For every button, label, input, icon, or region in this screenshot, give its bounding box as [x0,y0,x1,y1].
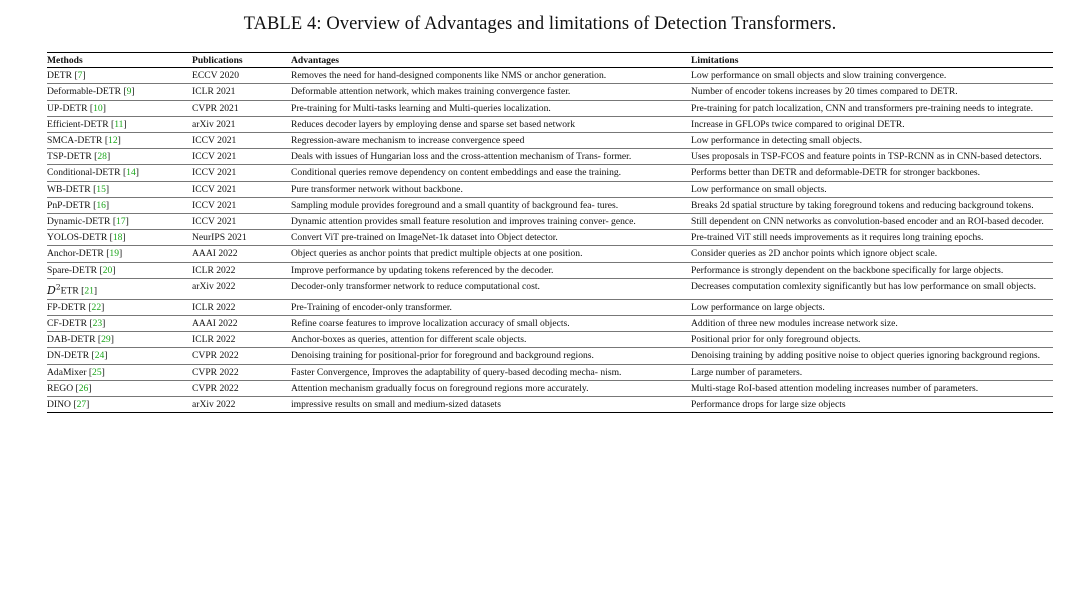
citation-link[interactable]: 27 [76,398,87,410]
citation-link[interactable]: 16 [96,199,106,211]
method-cell: WB-DETR [15] [47,183,110,195]
citation-link[interactable]: 19 [109,248,120,260]
table-row [47,380,1053,396]
citation-link[interactable]: 11 [114,118,124,130]
table-row [47,262,1053,278]
publication-cell: ICCV 2021 [192,167,237,179]
method-name: CF-DETR [47,317,87,329]
publication-cell: CVPR 2022 [192,350,239,362]
method-name: Anchor-DETR [47,248,104,260]
limitations-cell: Uses proposals in TSP-FCOS and feature points in TSP-RCNN as in CNN-based detectors. [691,151,1042,163]
limitations-cell: Low performance in detecting small objects. [691,135,863,147]
advantages-cell: Denoising training for positional-prior for foreground and background regions. [291,350,594,362]
citation-link[interactable]: 28 [97,151,107,163]
table-row [47,133,1053,149]
advantages-cell: Sampling module provides foreground and a small quantity of background fea- tures. [291,199,619,211]
citation-link[interactable]: 9 [126,86,132,98]
table-row [47,396,1053,412]
citation-link[interactable]: 23 [92,317,103,329]
method-name: Efficient-DETR [47,118,109,130]
publication-cell: CVPR 2022 [192,382,239,394]
table-header-row [47,53,1053,68]
publication-cell: ICLR 2022 [192,301,236,313]
method-name: YOLOS-DETR [47,232,108,244]
citation-link[interactable]: 20 [102,264,113,276]
advantages-cell: Regression-aware mechanism to increase convergence speed [291,135,525,147]
method-name: WB-DETR [47,183,91,195]
header-publications: Publications [192,55,243,66]
method-cell: Anchor-DETR [19] [47,248,123,260]
publication-cell: AAAI 2022 [192,248,238,260]
limitations-cell: Large number of parameters. [691,366,803,378]
publication-cell: ICCV 2021 [192,216,237,228]
method-name: UP-DETR [47,102,88,114]
method-cell: Conditional-DETR [14] [47,167,139,179]
limitations-cell: Performs better than DETR and deformable-DETR for stronger backbones. [691,167,981,179]
citation-link[interactable]: 7 [77,70,83,82]
table-row [47,100,1053,116]
advantages-cell: Improve performance by updating tokens referenced by the decoder. [291,264,554,276]
publication-cell: ICLR 2022 [192,334,236,346]
method-cell: FP-DETR [22] [47,301,105,313]
table-row [47,181,1053,197]
limitations-cell: Breaks 2d spatial structure by taking foreground tokens and reducing background tokens. [691,199,1034,211]
table-row [47,116,1053,132]
advantages-cell: impressive results on small and medium-sized datasets [291,398,501,410]
advantages-cell: Object queries as anchor points that predict multiple objects at one position. [291,248,583,260]
citation-link[interactable]: 14 [126,167,136,179]
limitations-cell: Consider queries as 2D anchor points which ignore object scale. [691,248,938,260]
table-row [47,149,1053,165]
method-cell: REGO [26] [47,382,92,394]
advantages-cell: Pre-Training of encoder-only transformer. [291,301,452,313]
publication-cell: CVPR 2021 [192,102,239,114]
table-row [47,299,1053,315]
citation-link[interactable]: 17 [116,216,126,228]
method-cell: PnP-DETR [16] [47,199,110,211]
limitations-cell: Multi-stage RoI-based attention modeling increases number of parameters. [691,382,979,394]
method-cell: $D^2ETR$ [21] [47,281,98,297]
method-cell: DAB-DETR [29] [47,334,114,346]
limitations-cell: Low performance on large objects. [691,301,825,313]
advantages-cell: Deals with issues of Hungarian loss and the cross-attention mechanism of Trans- former. [291,151,632,163]
table-body [47,68,1053,413]
publication-cell: ICCV 2021 [192,151,237,163]
method-name: DINO [47,398,71,410]
publication-cell: ICCV 2021 [192,135,237,147]
citation-link[interactable]: 29 [101,334,111,346]
advantages-cell: Removes the need for hand-designed components like NMS or anchor generation. [291,70,607,82]
header-advantages: Advantages [291,55,339,66]
limitations-cell: Increase in GFLOPs twice compared to original DETR. [691,118,905,130]
advantages-cell: Attention mechanism gradually focus on foreground regions more accurately. [291,382,589,394]
publication-cell: CVPR 2022 [192,366,239,378]
limitations-cell: Still dependent on CNN networks as convolution-based encoder and an ROI-based decoder. [691,216,1044,228]
table-row [47,315,1053,331]
citation-link[interactable]: 15 [96,183,106,195]
method-name-formatted: $D^2$ [47,281,61,297]
limitations-cell: Number of encoder tokens increases by 20 times compared to DETR. [691,86,958,98]
method-cell: CF-DETR [23] [47,317,106,329]
citation-link[interactable]: 12 [108,135,118,147]
table-row [47,364,1053,380]
header-limitations: Limitations [691,55,739,66]
method-cell: DINO [27] [47,398,90,410]
method-cell: TSP-DETR [28] [47,151,111,163]
method-name-suffix: ETR [60,285,79,297]
publication-cell: NeurIPS 2021 [192,232,247,244]
publication-cell: ICCV 2021 [192,199,237,211]
publication-cell: ICLR 2021 [192,86,236,98]
limitations-cell: Low performance on small objects. [691,183,827,195]
limitations-cell: Low performance on small objects and slow training convergence. [691,70,947,82]
header-methods: Methods [47,55,83,66]
method-name: Dynamic-DETR [47,216,111,228]
limitations-cell: Performance drops for large size objects [691,398,846,410]
publication-cell: arXiv 2022 [192,280,236,292]
method-name: SMCA-DETR [47,135,103,147]
publication-cell: ECCV 2020 [192,70,239,82]
method-name: PnP-DETR [47,199,91,211]
limitations-cell: Decreases computation comlexity significantly but has low performance on small objects. [691,280,1037,292]
citation-link[interactable]: 24 [94,350,105,362]
method-name: Deformable-DETR [47,86,122,98]
publication-cell: ICLR 2022 [192,264,236,276]
method-name: DN-DETR [47,350,90,362]
method-cell: SMCA-DETR [12] [47,135,121,147]
table-row [47,246,1053,262]
table-row [47,214,1053,230]
publication-cell: ICCV 2021 [192,183,237,195]
method-name: Conditional-DETR [47,167,121,179]
advantages-cell: Conditional queries remove dependency on content embeddings and ease the training. [291,167,622,179]
limitations-cell: Performance is strongly dependent on the backbone specifically for large objects. [691,264,1004,276]
method-cell: UP-DETR [10] [47,102,106,114]
method-cell: Dynamic-DETR [17] [47,216,129,228]
method-cell: Deformable-DETR [9] [47,86,135,98]
advantages-cell: Faster Convergence, Improves the adaptability of query-based decoding mecha- nism. [291,366,622,378]
citation-link[interactable]: 21 [84,285,94,297]
method-cell: Efficient-DETR [11] [47,118,127,130]
method-name: DETR [47,70,73,82]
method-name: AdaMixer [47,366,87,378]
table-row [47,348,1053,364]
method-cell: DETR [7] [47,70,86,82]
table-row [47,230,1053,246]
table-row [47,332,1053,348]
table-row [47,197,1053,213]
publication-cell: AAAI 2022 [192,317,238,329]
advantages-cell: Pure transformer network without backbone. [291,183,463,195]
publication-cell: arXiv 2021 [192,118,236,130]
method-cell: DN-DETR [24] [47,350,108,362]
table-caption: TABLE 4: Overview of Advantages and limitations of Detection Transformers. [243,14,837,34]
citation-link[interactable]: 18 [112,232,123,244]
method-name: FP-DETR [47,301,86,313]
limitations-cell: Positional prior for only foreground objects. [691,334,861,346]
advantages-cell: Anchor-boxes as queries, attention for different scale objects. [291,334,527,346]
advantages-cell: Decoder-only transformer network to reduce computational cost. [291,280,540,292]
advantages-cell: Refine coarse features to improve localization accuracy of small objects. [291,317,570,329]
citation-link[interactable]: 26 [78,382,89,394]
advantages-cell: Reduces decoder layers by employing dense and sparse set based network [291,118,575,130]
advantages-cell: Pre-training for Multi-tasks learning and Multi-queries localization. [291,102,551,114]
method-cell: AdaMixer [25] [47,366,105,378]
limitations-cell: Pre-trained ViT still needs improvements as it requires long training epochs. [691,232,984,244]
table-row [47,165,1053,181]
method-cell: YOLOS-DETR [18] [47,232,126,244]
method-name: Spare-DETR [47,264,98,276]
limitations-cell: Pre-training for patch localization, CNN and transformers pre-training needs to integrate. [691,102,1034,114]
limitations-cell: Addition of three new modules increase network size. [691,317,898,329]
citation-link[interactable]: 10 [93,102,103,114]
advantages-cell: Convert ViT pre-trained on ImageNet-1k dataset into Object detector. [291,232,558,244]
citation-link[interactable]: 22 [91,301,102,313]
limitations-cell: Denoising training by adding positive noise to object queries ignoring background regions. [691,350,1041,362]
publication-cell: arXiv 2022 [192,398,236,410]
advantages-cell: Deformable attention network, which makes training convergence faster. [291,86,571,98]
method-name: REGO [47,382,74,394]
method-name: DAB-DETR [47,334,96,346]
method-name: TSP-DETR [47,151,92,163]
detection-transformers-table [47,52,1053,413]
method-cell: Spare-DETR [20] [47,264,116,276]
advantages-cell: Dynamic attention provides small feature resolution and improves training conver- gence. [291,216,636,228]
table-row [47,68,1053,84]
table-row [47,84,1053,100]
citation-link[interactable]: 25 [92,366,102,378]
table-row [47,278,1053,299]
